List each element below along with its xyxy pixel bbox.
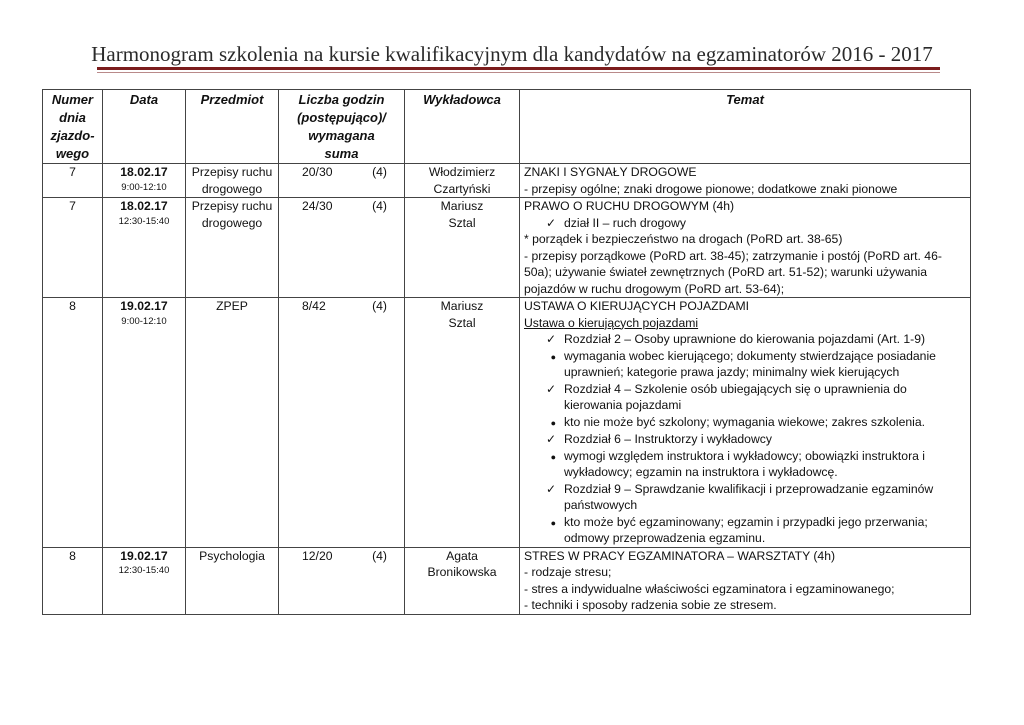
bullet-icon: ● [550, 351, 556, 362]
header-wykladowca: Wykładowca [405, 90, 520, 164]
checkmark-icon: ✓ [545, 432, 556, 446]
bullet-icon: ● [550, 517, 556, 528]
row-numer: 8 [43, 547, 103, 614]
row-lecturer: Mariusz Sztal [405, 298, 520, 548]
row-topic: ZNAKI I SYGNAŁY DROGOWE - przepisy ogólne; znaki drogowe pionowe; dodatkowe znaki pionowe [520, 164, 971, 198]
row-subject: ZPEP [186, 298, 279, 548]
table-row [43, 198, 971, 298]
row-lecturer: Włodzimierz Czartyński [405, 164, 520, 198]
row-numer: 7 [43, 164, 103, 198]
row-topic: STRES W PRACY EGZAMINATORA – WARSZTATY (4h) - rodzaje stresu; - stres a indywidualne właściwości egzaminatora i egzaminowanego; - techniki i sposoby radzenia sobie ze stresem. [520, 547, 971, 614]
bullet-icon: ● [550, 451, 556, 462]
header-temat: Temat [520, 90, 971, 164]
row-hours: 8/42 (4) [279, 298, 405, 548]
row-subject: Psychologia [186, 547, 279, 614]
table-row [43, 164, 971, 198]
row-subject: Przepisy ruchu drogowego [186, 164, 279, 198]
checkmark-icon: ✓ [545, 381, 556, 396]
checkmark-icon: ✓ [545, 215, 556, 230]
checkmark-icon: ✓ [545, 481, 556, 496]
schedule-table [42, 89, 971, 615]
row-hours: 12/20 (4) [279, 547, 405, 614]
row-lecturer: Mariusz Sztal [405, 198, 520, 298]
row-topic: USTAWA O KIERUJĄCYCH POJAZDAMI Ustawa o kierujących pojazdami ✓ Rozdział 2 – Osoby uprawnione do kierowania pojazdami (Art. 1-9) ● wymagania wobec kierującego; dokumenty stwierdzające posiadanie uprawnień; kategorie prawa jazdy; minimalny wiek kierujących ✓ Rozdział 4 – Szkolenie osób ubiegających się o uprawnienia do kierowania pojazdami ● kto nie może być szkolony; wymagania wiekowe; zakres szkolenia. ✓ Rozdział 6 – Instruktorzy i wykładowcy ● wymogi względem instruktora i wykładowcy; obowiązki instruktora i wykładowcy; egzamin na instruktora i wykładowcę. ✓ Rozdział 9 – Sprawdzanie kwalifikacji i przeprowadzanie egzaminów państwowych ● kto może być egzaminowany; egzamin i przypadki jego przerwania; odmowy przeprowadzenia egzaminu. [520, 298, 971, 548]
row-date: 19.02.17 9:00-12:10 [103, 298, 186, 548]
header-przedmiot: Przedmiot [186, 90, 279, 164]
header-numer: Numer dnia zjazdo- wego [43, 90, 103, 164]
row-date: 18.02.17 12:30-15:40 [103, 198, 186, 298]
row-numer: 8 [43, 298, 103, 548]
table-header-row [43, 90, 971, 164]
row-hours: 20/30 (4) [279, 164, 405, 198]
checkmark-icon: ✓ [545, 332, 556, 346]
row-lecturer: Agata Bronikowska [405, 547, 520, 614]
table-row [43, 298, 971, 548]
row-topic: PRAWO O RUCHU DROGOWYM (4h) ✓ dział II – ruch drogowy * porządek i bezpieczeństwo na drogach (PoRD art. 38-65) - przepisy porządkowe (PoRD art. 38-45); zatrzymanie i postój (PoRD art. 46- 50a); używanie świateł zewnętrznych (PoRD art. 51-52); warunki używania pojazdów w ruchu drogowym (PoRD art. 53-64); [520, 198, 971, 298]
header-godziny: Liczba godzin (postępująco)/ wymagana suma [279, 90, 405, 164]
bullet-icon: ● [550, 417, 556, 428]
title-underline [97, 67, 940, 70]
row-date: 18.02.17 9:00-12:10 [103, 164, 186, 198]
row-hours: 24/30 (4) [279, 198, 405, 298]
table-row [43, 547, 971, 614]
row-subject: Przepisy ruchu drogowego [186, 198, 279, 298]
page-title: Harmonogram szkolenia na kursie kwalifikacyjnym dla kandydatów na egzaminatorów 2016 - 2017 [91, 42, 933, 66]
row-numer: 7 [43, 198, 103, 298]
header-data: Data [103, 90, 186, 164]
row-date: 19.02.17 12:30-15:40 [103, 547, 186, 614]
title-underline-thin [97, 72, 940, 73]
